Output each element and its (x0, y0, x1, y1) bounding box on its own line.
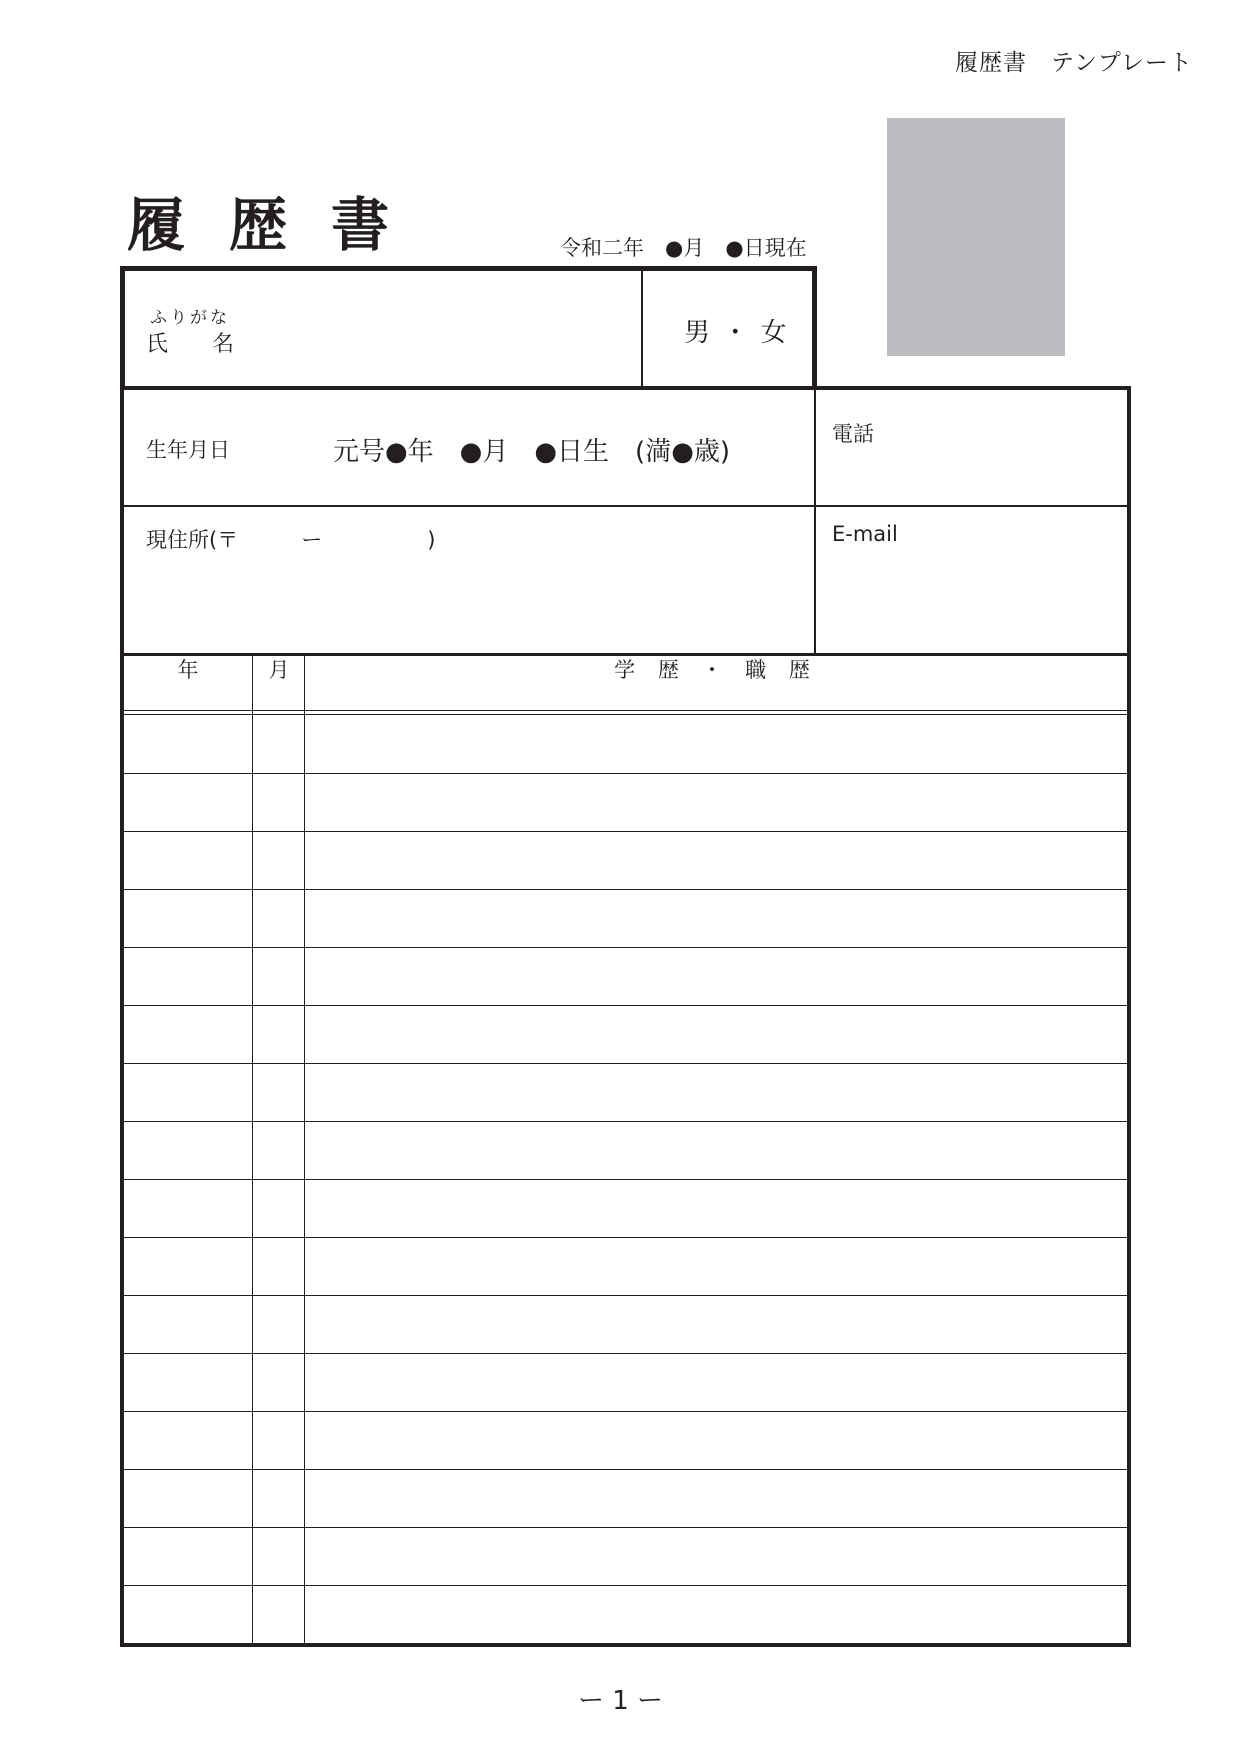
row-divider (124, 1353, 1127, 1354)
photo-placeholder[interactable] (887, 118, 1065, 356)
table-row[interactable] (124, 1005, 1127, 1063)
contact-divider (814, 386, 816, 656)
row-divider (124, 1295, 1127, 1296)
row-divider (124, 1527, 1127, 1528)
row-divider (124, 889, 1127, 890)
row-divider (124, 1411, 1127, 1412)
birthdate-label: 生年月日 (146, 438, 230, 462)
page-number: ー 1 ー (577, 1686, 664, 1716)
table-row[interactable] (124, 1237, 1127, 1295)
table-row[interactable] (124, 831, 1127, 889)
row-divider (124, 1237, 1127, 1238)
name-label: 氏 名 (146, 332, 235, 357)
row-divider (124, 773, 1127, 774)
table-row[interactable] (124, 1527, 1127, 1585)
table-row[interactable] (124, 1411, 1127, 1469)
address-label: 現住所(〒 ー ) (146, 528, 436, 552)
birth-row-divider (124, 505, 1127, 507)
row-divider (124, 1005, 1127, 1006)
row-divider (124, 1121, 1127, 1122)
table-row[interactable] (124, 715, 1127, 773)
template-header-label: 履歴書 テンプレート (955, 50, 1193, 76)
row-divider (124, 1179, 1127, 1180)
row-divider (124, 1063, 1127, 1064)
table-row[interactable] (124, 1063, 1127, 1121)
table-row[interactable] (124, 1353, 1127, 1411)
email-label: E-mail (832, 522, 898, 546)
gender-field[interactable]: 男 ・ 女 (684, 318, 789, 348)
row-divider (124, 831, 1127, 832)
name-gender-divider (641, 266, 643, 388)
table-header-divider (124, 710, 1127, 711)
table-row[interactable] (124, 1295, 1127, 1353)
row-divider (124, 1585, 1127, 1586)
table-row[interactable] (124, 889, 1127, 947)
row-divider (124, 947, 1127, 948)
history-entries-header: 学 歴 ・ 職 歴 (614, 658, 818, 682)
table-row[interactable] (124, 1585, 1127, 1643)
document-title: 履歴書 (127, 191, 434, 259)
table-row[interactable] (124, 1469, 1127, 1527)
date-line: 令和二年 ●月 ●日現在 (560, 236, 807, 260)
history-year-header: 年 (177, 658, 199, 682)
table-row[interactable] (124, 1121, 1127, 1179)
phone-label: 電話 (832, 422, 874, 446)
table-row[interactable] (124, 773, 1127, 831)
history-month-header: 月 (268, 658, 290, 682)
furigana-label: ふりがな (150, 308, 230, 328)
table-row[interactable] (124, 947, 1127, 1005)
row-divider (124, 1469, 1127, 1470)
birthdate-field[interactable]: 元号●年 ●月 ●日生 (満●歳) (333, 437, 731, 467)
table-row[interactable] (124, 1179, 1127, 1237)
